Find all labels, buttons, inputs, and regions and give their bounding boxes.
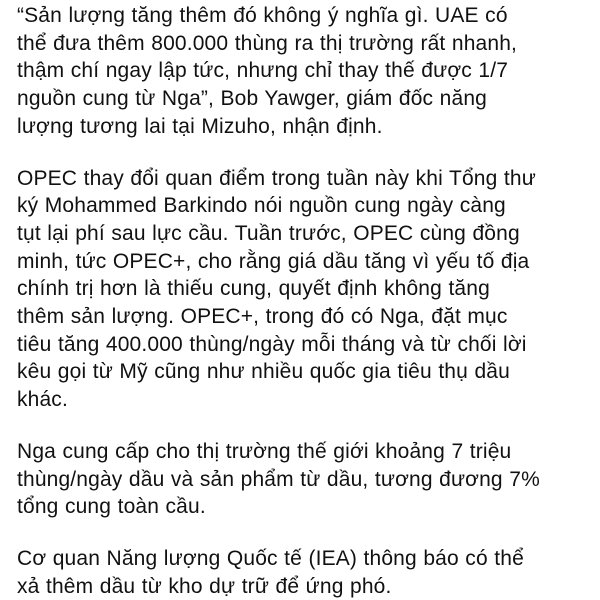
paragraph-quote: “Sản lượng tăng thêm đó không ý nghĩa gì. UAE có thể đưa thêm 800.000 thùng ra thị trường rất nhanh, thậm chí ngay lập tức, nhưng chỉ thay thế được 1/7 nguồn cung từ Nga”, Bob Yawger, giám đốc năng lượng tương lai tại Mizuho, nhận định. <box>17 4 518 138</box>
paragraph-iea: Cơ quan Năng lượng Quốc tế (IEA) thông báo có thể xả thêm dầu từ kho dự trữ để ứng phó. <box>17 546 524 598</box>
paragraph-opec: OPEC thay đổi quan điểm trong tuần này khi Tổng thư ký Mohammed Barkindo nói nguồn cung ngày càng tụt lại phí sau lực cầu. Tuần trước, OPEC cùng đồng minh, tức OPEC+, cho rằng giá dầu tăng vì yếu tố địa chính trị hơn là thiếu cung, quyết định không tăng thêm sản lượng. OPEC+, trong đó có Nga, đặt mục tiêu tăng 400.000 thùng/ngày mỗi tháng và từ chối lời kêu gọi từ Mỹ cũng như nhiều quốc gia tiêu thụ dầu khác. <box>17 166 536 412</box>
paragraph-russia-supply: Nga cung cấp cho thị trường thế giới khoảng 7 triệu thùng/ngày dầu và sản phẩm từ dầu, tương đương 7% tổng cung toàn cầu. <box>17 439 540 519</box>
article-body <box>17 2 592 600</box>
